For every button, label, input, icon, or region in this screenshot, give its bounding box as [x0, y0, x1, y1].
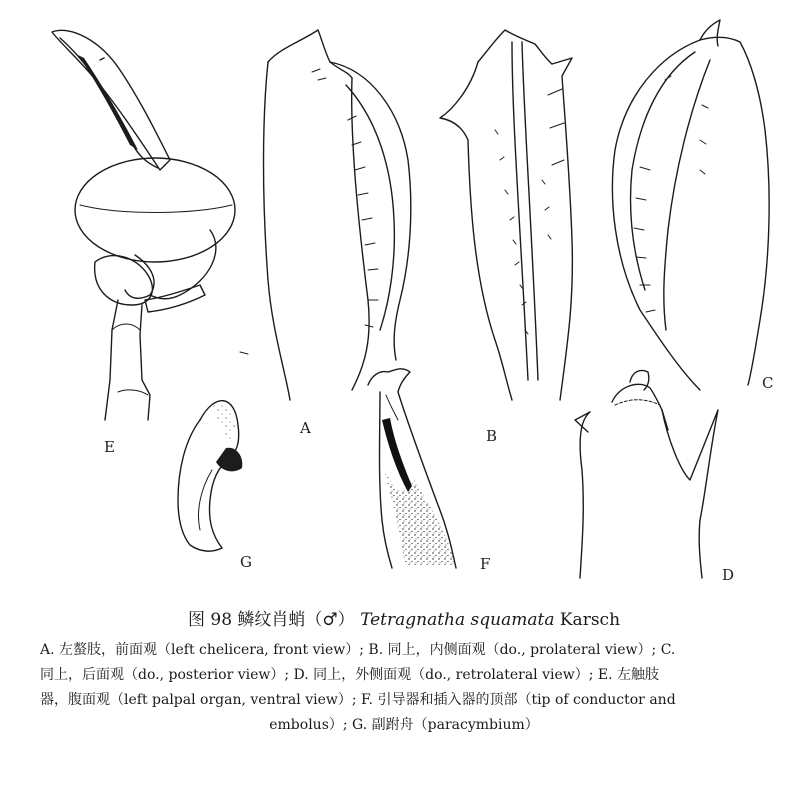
- panel-label-b: B: [486, 427, 498, 445]
- panel-label-g: G: [240, 553, 252, 571]
- panel-b-chelicera-prolateral: [440, 30, 572, 400]
- caption-line-4: embolus）; G. 副跗舟（paracymbium）: [269, 717, 539, 733]
- caption-line-1: A. 左螯肢，前面观（left chelicera, front view）; B. 同上，内侧面观（do., prolateral view）; C.: [40, 642, 676, 658]
- panel-f-conductor-tip: [368, 369, 456, 568]
- panel-label-f: F: [480, 555, 491, 573]
- panel-g-paracymbium: [178, 401, 242, 551]
- panel-c-chelicera-posterior: [612, 20, 769, 390]
- panel-label-c: C: [762, 374, 774, 392]
- panel-label-a: A: [300, 419, 311, 437]
- panel-a-chelicera-front: [240, 30, 411, 400]
- caption-title: [0, 608, 808, 632]
- figure-caption: [0, 608, 808, 738]
- panel-d-chelicera-retrolateral: [575, 370, 718, 578]
- panel-label-d: D: [722, 566, 735, 584]
- species-author: Karsch: [559, 610, 621, 630]
- chinese-species-name: 鳞纹肖蛸（♂）: [237, 610, 355, 630]
- panel-label-e: E: [104, 438, 115, 456]
- caption-line-2: 同上，后面观（do., posterior view）; D. 同上，外侧面观（do., retrolateral view）; E. 左触肢: [40, 667, 660, 683]
- caption-line-3: 器，腹面观（left palpal organ, ventral view）; F. 引导器和插入器的顶部（tip of conductor and: [40, 692, 676, 708]
- species-name: Tetragnatha squamata: [360, 610, 555, 630]
- figure-number: 图 98: [187, 610, 233, 630]
- panel-e-palpal-organ: [52, 30, 235, 420]
